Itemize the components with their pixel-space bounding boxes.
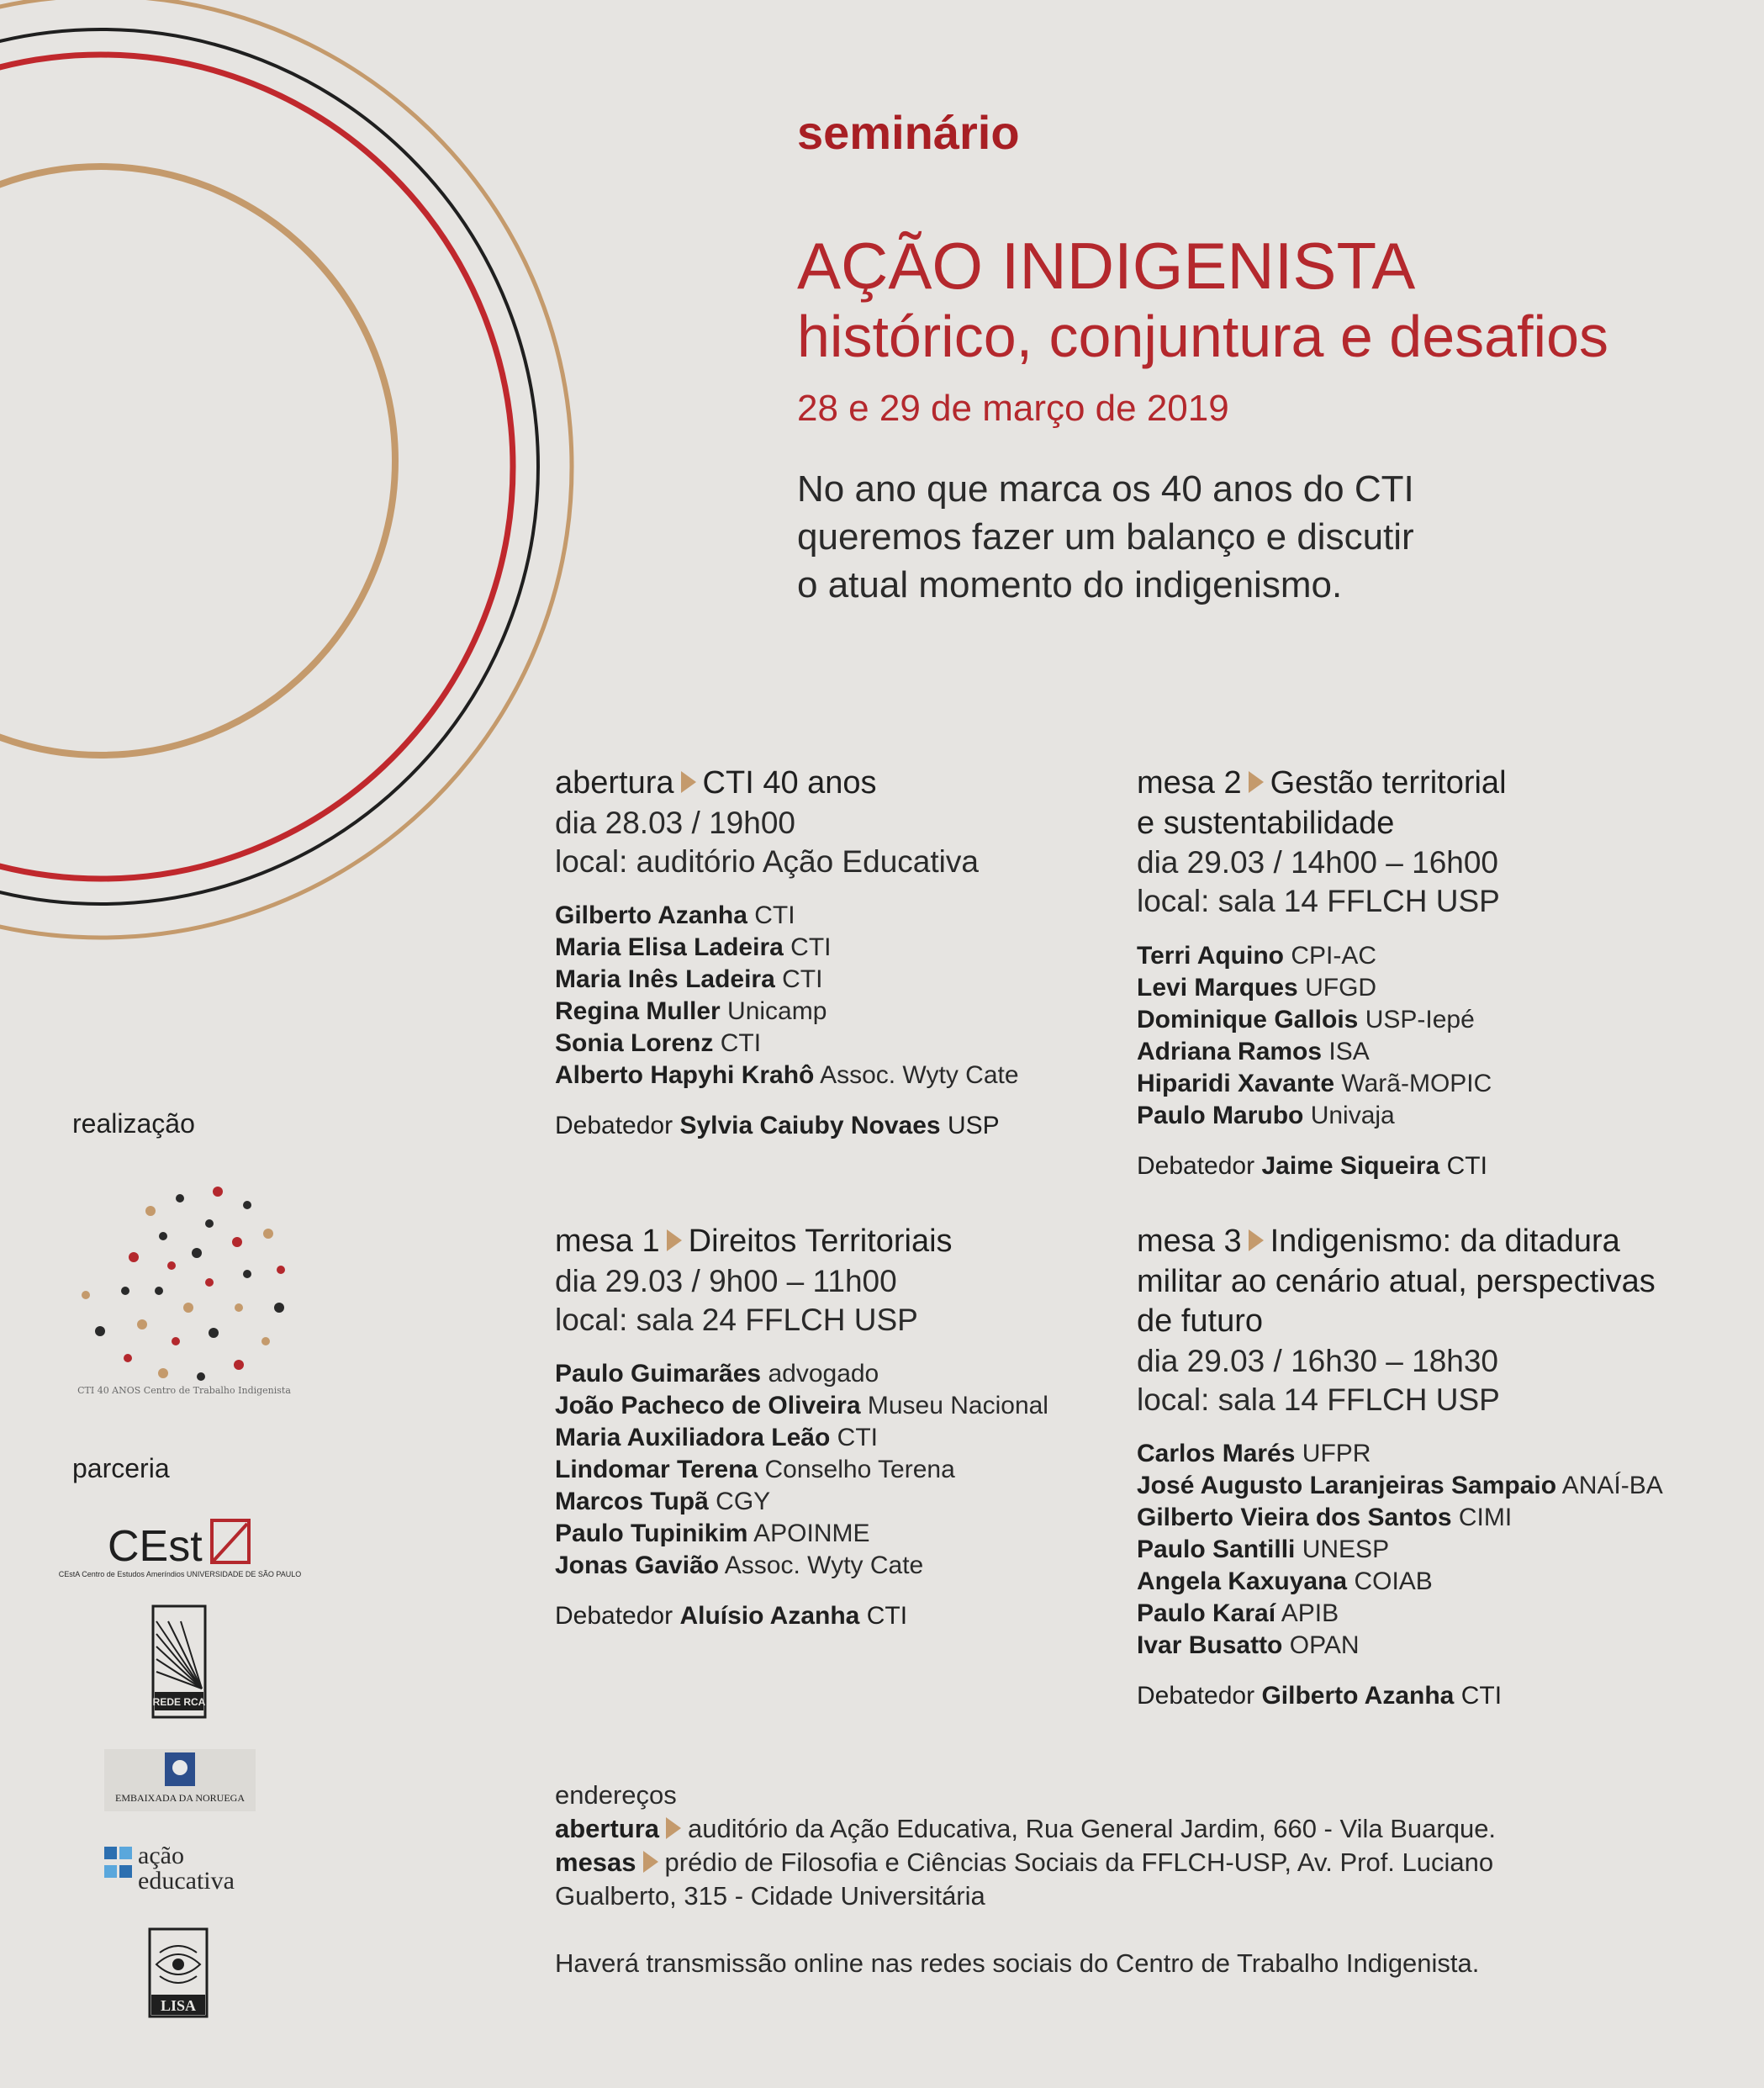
speaker: Paulo Marubo Univaja: [1137, 1101, 1395, 1129]
session-heading: [555, 764, 1110, 804]
session-theme: Indigenismo: da ditadura: [1270, 1224, 1620, 1259]
header: [797, 106, 1739, 609]
event-date: 28 e 29 de março de 2019: [797, 387, 1229, 429]
session-theme-line-2: militar ao cenário atual, perspectivas: [1137, 1263, 1656, 1299]
speaker: Maria Auxiliadora Leão CTI: [555, 1424, 878, 1451]
session-place: local: sala 14 FFLCH USP: [1137, 1382, 1500, 1417]
speaker: Levi Marques UFGD: [1137, 973, 1377, 1002]
arrow-icon: [667, 1229, 682, 1251]
speaker-list: [555, 1358, 1110, 1582]
ring-gold-inner: [0, 167, 395, 755]
speaker: João Pacheco de Oliveira Museu Nacional: [555, 1392, 1048, 1419]
event-intro: No ano que marca os 40 anos do CTI queremos fazer um balanço e discutir o atual momento do indigenismo.: [797, 468, 1414, 606]
speaker: Gilberto Vieira dos Santos CIMI: [1137, 1504, 1513, 1531]
speaker: Paulo Tupinikim APOINME: [555, 1520, 870, 1547]
broadcast-note: Haverá transmissão online nas redes sociais do Centro de Trabalho Indigenista.: [555, 1948, 1480, 1978]
session-label: mesa 2: [1137, 765, 1242, 801]
cesta-mark: CEst: [108, 1522, 203, 1571]
session-heading: [1137, 764, 1725, 804]
speaker: Angela Kaxuyana COIAB: [1137, 1567, 1433, 1595]
speaker: Sonia Lorenz CTI: [555, 1029, 762, 1057]
session-abertura: [555, 764, 1110, 1142]
debater: Debatedor Aluísio Azanha CTI: [555, 1602, 908, 1630]
session-theme: Gestão territorial: [1270, 765, 1507, 801]
speaker: Carlos Marés UFPR: [1137, 1440, 1371, 1467]
rca-logo-text: REDE RCA: [152, 1696, 206, 1708]
session-theme: CTI 40 anos: [702, 765, 877, 801]
ring-gold-outer: [0, 0, 572, 938]
speaker: Gilberto Azanha CTI: [555, 901, 795, 929]
speaker: Jonas Gavião Assoc. Wyty Cate: [555, 1551, 924, 1579]
speaker: Lindomar Terena Conselho Terena: [555, 1456, 955, 1483]
session-mesa-2: [1137, 764, 1725, 1182]
cti-logo-text: CTI 40 ANOS Centro de Trabalho Indigenista: [77, 1385, 291, 1396]
lisa-logo: [148, 1927, 209, 2018]
session-place: local: sala 24 FFLCH USP: [555, 1302, 918, 1337]
event-title: AÇÃO INDIGENISTA: [797, 229, 1416, 303]
lisa-logo-text: LISA: [160, 1997, 197, 2014]
acao-educativa-line-2: educativa: [138, 1867, 235, 1895]
session-time: dia 29.03 / 9h00 – 11h00: [555, 1263, 897, 1298]
speaker: Maria Elisa Ladeira CTI: [555, 933, 832, 961]
speaker: Marcos Tupã CGY: [555, 1488, 771, 1515]
address-abertura: abertura auditório da Ação Educativa, Rua General Jardim, 660 - Vila Buarque.: [555, 1814, 1497, 1843]
speaker: Regina Muller Unicamp: [555, 997, 827, 1025]
session-place: local: auditório Ação Educativa: [555, 843, 979, 879]
session-label: mesa 3: [1137, 1224, 1242, 1259]
speaker-list: [1137, 940, 1725, 1132]
cti-spiral: [82, 1187, 285, 1381]
arrow-icon: [643, 1851, 658, 1873]
rca-logo: [151, 1604, 207, 1719]
speaker: Maria Inês Ladeira CTI: [555, 965, 823, 993]
arrow-icon: [1249, 771, 1264, 793]
speaker: Alberto Hapyhi Krahô Assoc. Wyty Cate: [555, 1061, 1019, 1089]
speaker: Ivar Busatto OPAN: [1137, 1631, 1360, 1659]
speaker: Terri Aquino CPI-AC: [1137, 941, 1377, 970]
norway-logo-text: EMBAIXADA DA NORUEGA: [114, 1792, 246, 1804]
session-time: dia 29.03 / 14h00 – 16h00: [1137, 845, 1498, 880]
cesta-logo: [58, 1514, 302, 1581]
debater: Debatedor Sylvia Caiuby Novaes USP: [555, 1112, 1000, 1139]
speaker-list: [1137, 1438, 1742, 1662]
speaker: Adriana Ramos ISA: [1137, 1037, 1370, 1065]
arrow-icon: [666, 1817, 681, 1839]
speaker: Paulo Guimarães advogado: [555, 1360, 879, 1388]
session-theme-line-2: e sustentabilidade: [1137, 805, 1395, 841]
session-place: local: sala 14 FFLCH USP: [1137, 884, 1500, 919]
debater: Debatedor Jaime Siqueira CTI: [1137, 1151, 1487, 1180]
arrow-icon: [681, 771, 696, 793]
cti-logo: [71, 1173, 298, 1400]
debater: Debatedor Gilberto Azanha CTI: [1137, 1682, 1503, 1710]
kicker: seminário: [797, 106, 1020, 159]
addresses-title: endereços: [555, 1780, 677, 1810]
session-time: dia 28.03 / 19h00: [555, 805, 795, 840]
session-label: mesa 1: [555, 1224, 660, 1259]
session-heading: [555, 1222, 1110, 1262]
speaker: Hiparidi Xavante Warã-MOPIC: [1137, 1069, 1492, 1097]
session-time: dia 29.03 / 16h30 – 18h30: [1137, 1343, 1498, 1378]
session-mesa-3: [1137, 1222, 1742, 1712]
session-theme-line-3: de futuro: [1137, 1303, 1263, 1339]
arrow-icon: [1249, 1229, 1264, 1251]
session-heading: [1137, 1222, 1742, 1262]
decorative-rings: [0, 0, 639, 959]
address-mesas: mesas prédio de Filosofia e Ciências Sociais da FFLCH-USP, Av. Prof. Luciano: [555, 1847, 1494, 1877]
address-mesas-line-2: Gualberto, 315 - Cidade Universitária: [555, 1881, 985, 1911]
session-mesa-1: [555, 1222, 1110, 1632]
speaker: Dominique Gallois USP-Iepé: [1137, 1005, 1475, 1033]
realizacao-label: realização: [72, 1108, 195, 1139]
acao-educativa-mark: [104, 1847, 133, 1894]
cesta-logo-text: CEstA Centro de Estudos Ameríndios UNIVERSIDADE DE SÃO PAULO: [58, 1570, 302, 1578]
parceria-label: parceria: [72, 1453, 170, 1483]
session-label: abertura: [555, 765, 674, 801]
speaker-list: [555, 900, 1110, 1092]
acao-educativa-line-1: ação: [138, 1842, 184, 1869]
speaker: Paulo Karaí APIB: [1137, 1599, 1339, 1627]
speaker: José Augusto Laranjeiras Sampaio ANAÍ-BA: [1137, 1472, 1663, 1499]
acao-educativa-logo: [104, 1843, 272, 1902]
norway-embassy-logo: [104, 1749, 256, 1811]
session-theme: Direitos Territoriais: [688, 1224, 953, 1259]
addresses: [555, 1779, 1682, 1980]
event-subtitle: histórico, conjuntura e desafios: [797, 303, 1608, 369]
speaker: Paulo Santilli UNESP: [1137, 1536, 1390, 1563]
